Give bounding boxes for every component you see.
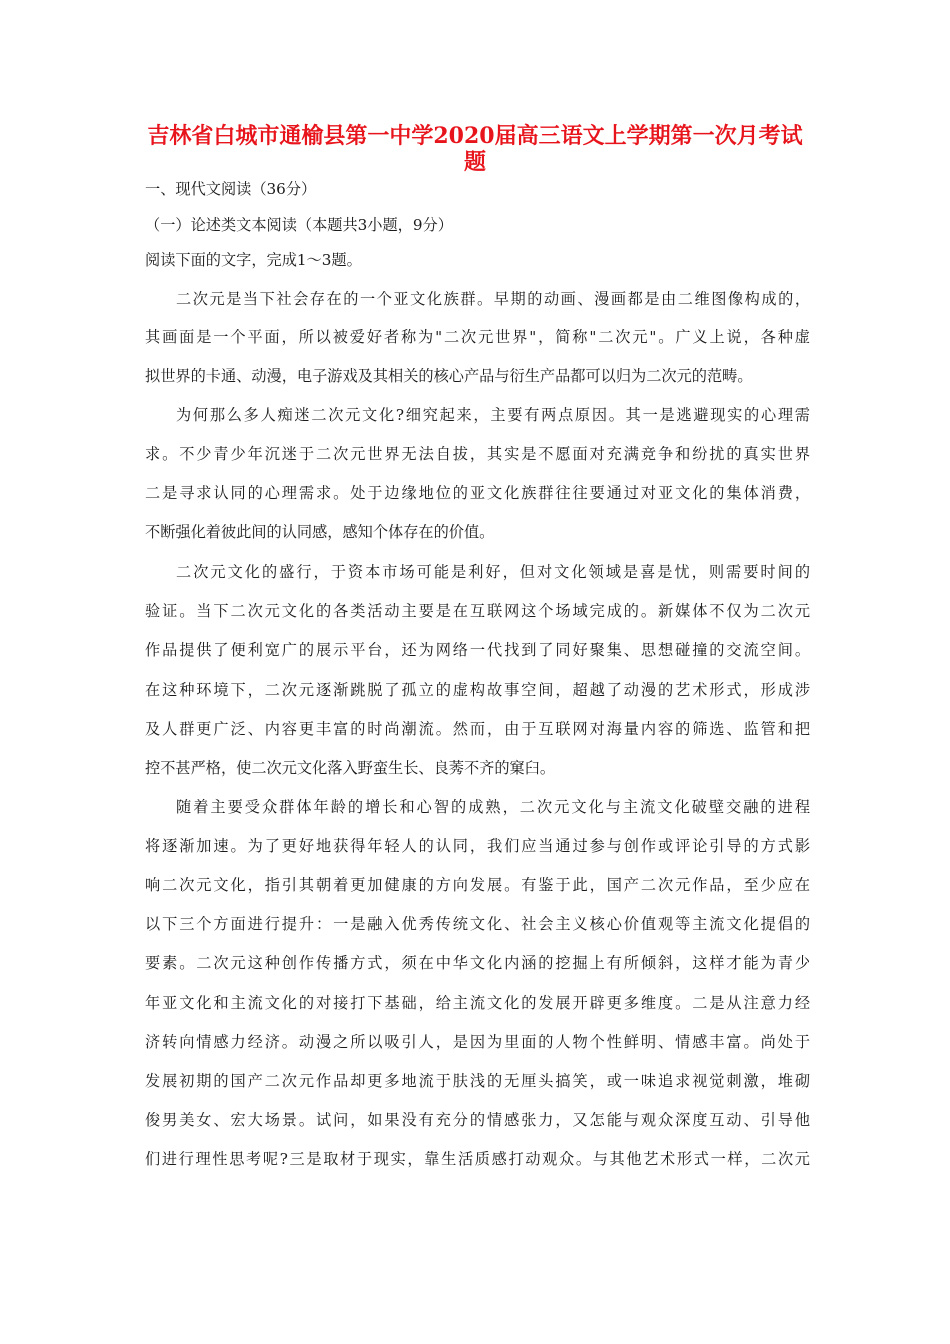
paragraph-2-line-3: 二是寻求认同的心理需求。处于边缘地位的亚文化族群往往要通过对亚文化的集体消费， xyxy=(145,484,810,502)
paragraph-4-line-9: 俊男美女、宏大场景。试问，如果没有充分的情感张力，又怎能与观众深度互动、引导他 xyxy=(145,1111,810,1129)
paragraph-3-line-5: 及人群更广泛、内容更丰富的时尚潮流。然而，由于互联网对海量内容的筛选、监管和把 xyxy=(145,720,810,738)
paragraph-4-line-6: 年亚文化和主流文化的对接打下基础，给主流文化的发展开辟更多维度。二是从注意力经 xyxy=(145,994,810,1012)
paragraph-4-line-8: 发展初期的国产二次元作品却更多地流于肤浅的无厘头搞笑，或一味追求视觉刺激，堆砌 xyxy=(145,1072,810,1090)
paragraph-4-line-10: 们进行理性思考呢?三是取材于现实，靠生活质感打动观众。与其他艺术形式一样，二次元 xyxy=(145,1150,810,1168)
paragraph-4-line-4: 以下三个方面进行提升：一是融入优秀传统文化、社会主义核心价值观等主流文化提倡的 xyxy=(145,915,810,933)
paragraph-1-line-2: 其画面是一个平面，所以被爱好者称为"二次元世界"，简称"二次元"。广义上说，各种虚 xyxy=(145,328,810,346)
section-heading: 一、现代文阅读（36分） xyxy=(145,180,317,198)
paragraph-4-line-1: 随着主要受众群体年龄的增长和心智的成熟，二次元文化与主流文化破壁交融的进程 xyxy=(176,798,810,816)
subsection-heading: （一）论述类文本阅读（本题共3小题，9分） xyxy=(145,216,453,234)
paragraph-2-line-2: 求。不少青少年沉迷于二次元世界无法自拔，其实是不愿面对充满竞争和纷扰的真实世界 xyxy=(145,445,810,463)
document-title-line-2: 题 xyxy=(463,149,486,175)
paragraph-3-line-3: 作品提供了便利宽广的展示平台，还为网络一代找到了同好聚集、思想碰撞的交流空间。 xyxy=(145,641,810,659)
paragraph-1-line-1: 二次元是当下社会存在的一个亚文化族群。早期的动画、漫画都是由二维图像构成的， xyxy=(176,290,810,308)
paragraph-1-line-3: 拟世界的卡通、动漫，电子游戏及其相关的核心产品与衍生产品都可以归为二次元的范畴。 xyxy=(145,367,753,385)
paragraph-3-line-6: 控不甚严格，使二次元文化落入野蛮生长、良莠不齐的窠臼。 xyxy=(145,759,556,777)
paragraph-2-line-1: 为何那么多人痴迷二次元文化?细究起来，主要有两点原因。其一是逃避现实的心理需 xyxy=(176,406,810,424)
paragraph-3-line-1: 二次元文化的盛行，于资本市场可能是利好，但对文化领域是喜是忧，则需要时间的 xyxy=(176,563,810,581)
document-title-line-1: 吉林省白城市通榆县第一中学2020届高三语文上学期第一次月考试 xyxy=(147,123,803,149)
paragraph-3-line-4: 在这种环境下，二次元逐渐跳脱了孤立的虚构故事空间，超越了动漫的艺术形式，形成涉 xyxy=(145,681,810,699)
paragraph-4-line-2: 将逐渐加速。为了更好地获得年轻人的认同，我们应当通过参与创作或评论引导的方式影 xyxy=(145,837,810,855)
paragraph-4-line-7: 济转向情感力经济。动漫之所以吸引人，是因为里面的人物个性鲜明、情感丰富。尚处于 xyxy=(145,1033,810,1051)
paragraph-4-line-5: 要素。二次元这种创作传播方式，须在中华文化内涵的挖掘上有所倾斜，这样才能为青少 xyxy=(145,954,810,972)
paragraph-4-line-3: 响二次元文化，指引其朝着更加健康的方向发展。有鉴于此，国产二次元作品，至少应在 xyxy=(145,876,810,894)
paragraph-2-line-4: 不断强化着彼此间的认同感，感知个体存在的价值。 xyxy=(145,523,495,541)
reading-instruction: 阅读下面的文字，完成1～3题。 xyxy=(145,251,362,269)
paragraph-3-line-2: 验证。当下二次元文化的各类活动主要是在互联网这个场域完成的。新媒体不仅为二次元 xyxy=(145,602,810,620)
